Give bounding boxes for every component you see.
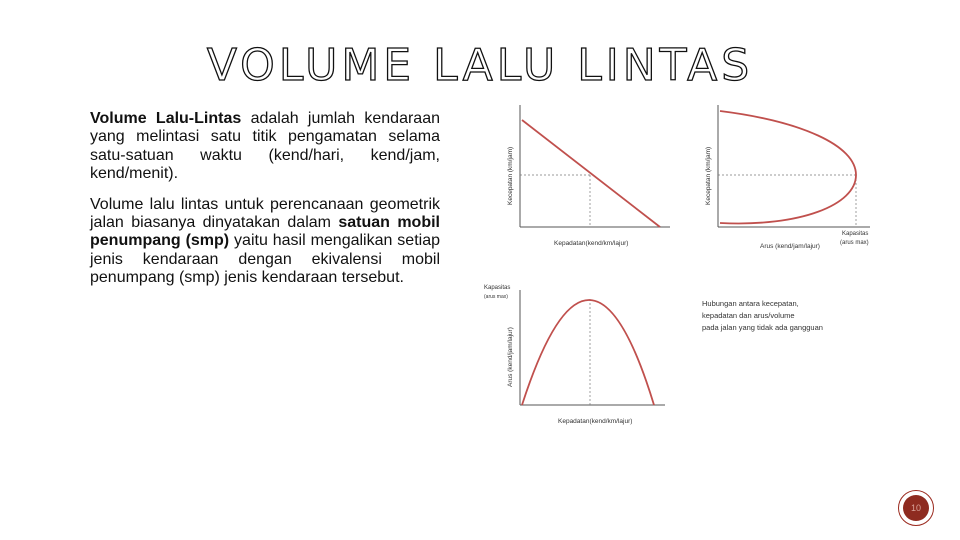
smp-text-1: Volume lalu lintas untuk perencanaan geometrik jalan biasanya dinyatakan dalam <box>90 195 440 232</box>
page-number-badge <box>898 490 934 526</box>
traffic-flow-diagram <box>470 95 900 435</box>
chart2-speed-flow-curve <box>720 111 856 223</box>
speed-flow-chart <box>705 105 870 250</box>
caption-line-3: pada jalan yang tidak ada gangguan <box>702 323 823 332</box>
page-number: 10 <box>903 495 929 521</box>
smp-bold: satuan mobil penumpang (smp) <box>90 214 440 250</box>
chart3-xlabel: Kepadatan(kend/km/lajur) <box>558 418 633 425</box>
chart3-capacity-label: Kapasitas <box>484 285 511 291</box>
diagram-caption <box>702 299 823 332</box>
smp-text-2: yaitu hasil mengalikan setiap jenis kendaraan dengan ekivalensi mobil penumpang (smp) jenis kendaraan tersebut. <box>90 232 440 287</box>
body-text <box>90 110 440 300</box>
chart1-xlabel: Kepadatan(kend/km/lajur) <box>554 240 629 247</box>
definition-text: adalah jumlah kendaraan yang melintasi satu titik pengamatan selama satu-satuan waktu (kend/hari, kend/jam, kend/menit). <box>90 110 440 183</box>
flow-density-chart <box>484 285 665 425</box>
speed-density-chart <box>507 105 670 247</box>
chart3-flow-density-curve <box>522 300 654 405</box>
chart2-xlabel: Arus (kend/jam/lajur) <box>760 243 820 250</box>
paragraph-definition <box>90 110 440 184</box>
chart2-capacity-label: Kapasitas <box>842 231 869 237</box>
chart1-speed-density-line <box>522 120 660 227</box>
chart2-ylabel: Kecepatan (km/jam) <box>705 146 712 205</box>
caption-line-1: Hubungan antara kecepatan, <box>702 299 799 308</box>
slide-title: VOLUME LALU LINTAS <box>206 40 754 91</box>
chart1-ylabel: Kecepatan (km/jam) <box>507 146 514 205</box>
caption-line-2: kepadatan dan arus/volume <box>702 311 795 320</box>
paragraph-smp <box>90 196 440 288</box>
term-bold: Volume Lalu-Lintas <box>90 110 242 127</box>
chart3-ylabel: Arus (kend/jam/lajur) <box>507 327 514 387</box>
chart3-capacity-sublabel: (arus max) <box>484 294 508 300</box>
chart2-capacity-sublabel: (arus max) <box>840 240 869 246</box>
